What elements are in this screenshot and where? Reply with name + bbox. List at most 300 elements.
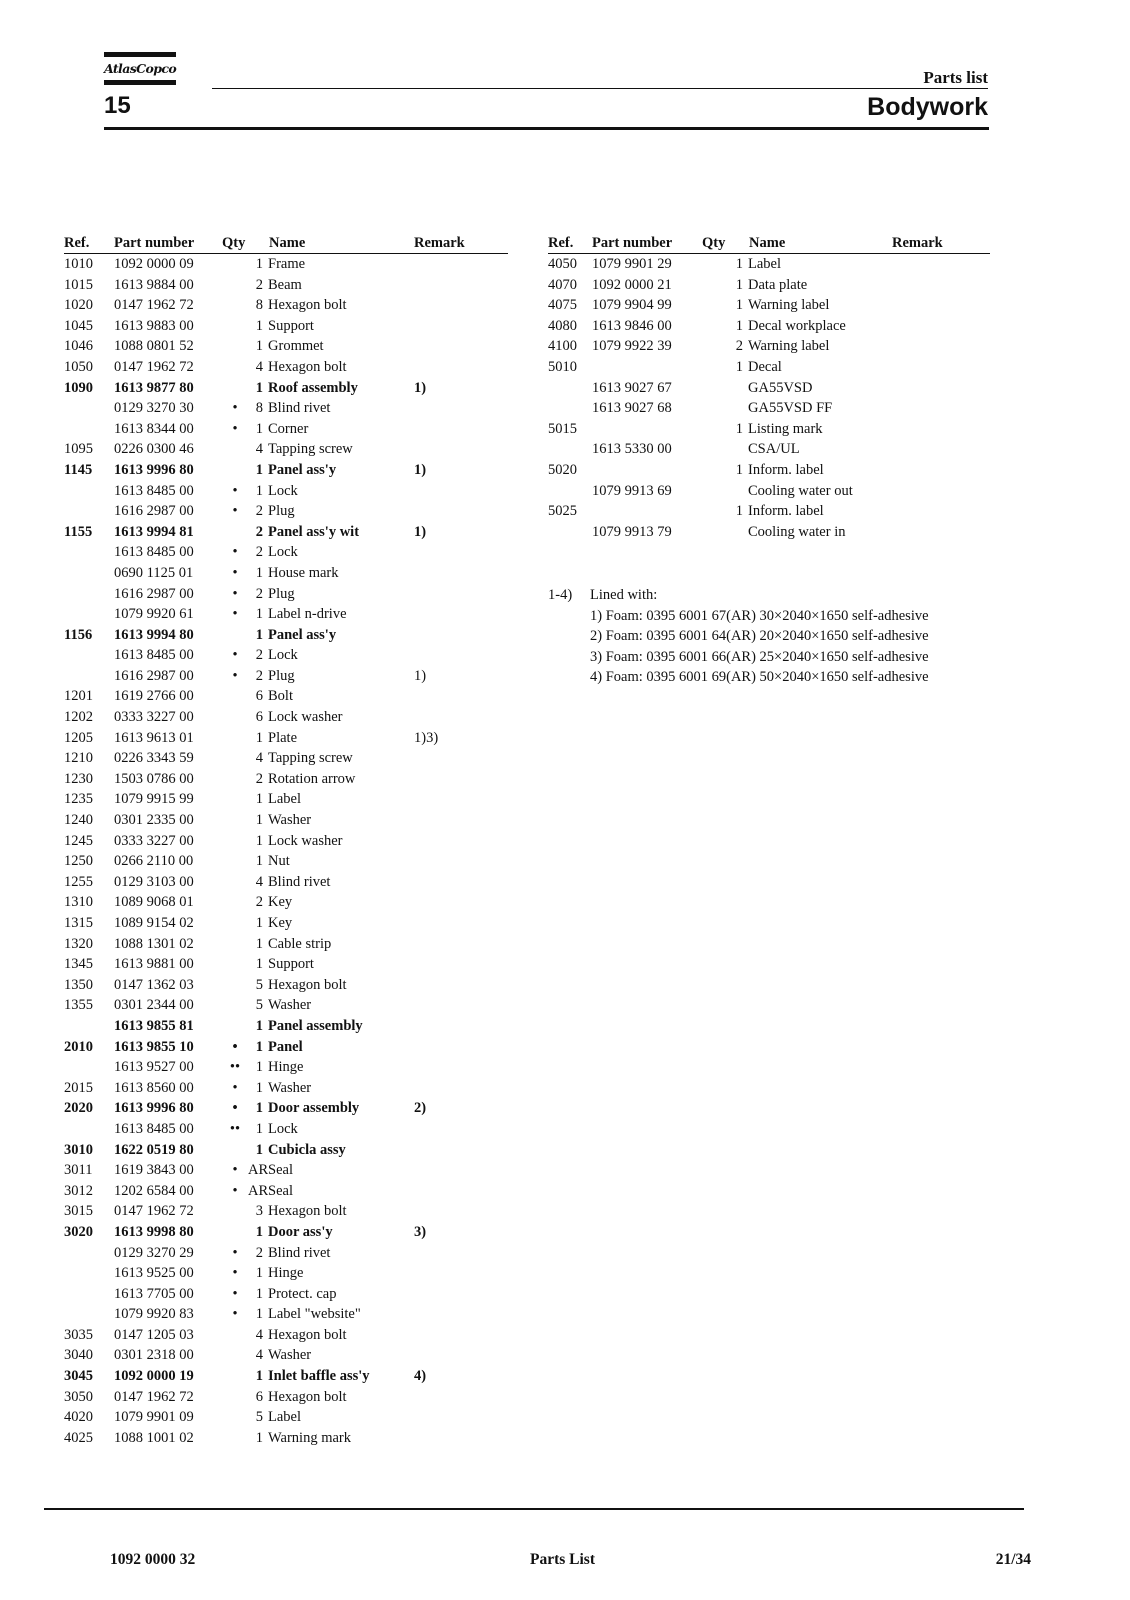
- cell-part-number: 1613 9525 00: [114, 1265, 194, 1282]
- page-title: Bodywork: [867, 93, 988, 121]
- cell-part-number: 0147 1962 72: [114, 1388, 194, 1405]
- cell-ref: [64, 1016, 114, 1037]
- cell-name: Label: [268, 791, 302, 808]
- cell-name: Hinge: [268, 1059, 304, 1076]
- cell-name: Beam: [268, 276, 302, 293]
- cell-remark: [414, 851, 508, 872]
- cell-name: Seal: [268, 1182, 293, 1199]
- cell-remark: [892, 501, 990, 522]
- cell-name: Panel ass'y: [268, 626, 337, 643]
- cell-part-number: 0266 2110 00: [114, 853, 194, 870]
- cell-remark: [414, 604, 508, 625]
- cell-ref: 4100: [548, 338, 577, 355]
- cell-ref: 5020: [548, 461, 577, 478]
- cell-name: Inform. label: [748, 461, 824, 478]
- table-row: [64, 316, 508, 337]
- cell-ref: 4050: [548, 256, 577, 272]
- cell-qty: 2: [255, 1244, 264, 1261]
- cell-indent-marker: ••: [229, 1059, 241, 1076]
- table-row: [548, 460, 990, 481]
- table-row: [64, 851, 508, 872]
- cell-remark: [414, 1407, 508, 1428]
- cell-part-number: 1613 8485 00: [114, 482, 194, 499]
- footnote-line: 4) Foam: 0395 6001 69(AR) 50×2040×1650 self-adhesive: [590, 669, 929, 686]
- cell-remark: [414, 357, 508, 378]
- col-ref-header: Ref.: [548, 233, 592, 254]
- table-row: [64, 1016, 508, 1037]
- table-row: [64, 398, 508, 419]
- cell-name: Hexagon bolt: [268, 297, 347, 314]
- cell-name: Label n-drive: [268, 606, 347, 623]
- cell-remark: [414, 789, 508, 810]
- cell-qty: 6: [255, 1388, 264, 1405]
- cell-indent-marker: •: [232, 1306, 238, 1323]
- table-row: [64, 1345, 508, 1366]
- cell-ref: 1201: [64, 688, 93, 705]
- table-row: [64, 1140, 508, 1161]
- cell-qty: 1: [735, 256, 744, 272]
- cell-part-number: 1613 9998 80: [114, 1223, 194, 1240]
- cell-ref: [64, 1243, 114, 1264]
- cell-remark: [414, 1078, 508, 1099]
- cell-remark: [414, 975, 508, 996]
- cell-qty: AR: [248, 1182, 269, 1199]
- table-row: [64, 831, 508, 852]
- cell-name: Washer: [268, 812, 312, 829]
- cell-part-number: 1613 8344 00: [114, 420, 194, 437]
- cell-remark: 1)3): [414, 729, 439, 746]
- cell-name: Cable strip: [268, 935, 332, 952]
- table-row: [64, 1263, 508, 1284]
- cell-remark: [414, 1160, 508, 1181]
- table-row: [64, 501, 508, 522]
- cell-name: Tapping screw: [268, 441, 353, 458]
- cell-part-number: 0301 2318 00: [114, 1347, 194, 1364]
- cell-ref: 1210: [64, 750, 93, 767]
- table-row: [64, 1366, 508, 1387]
- cell-ref: 1250: [64, 853, 93, 870]
- cell-indent-marker: [222, 1222, 248, 1243]
- cell-indent-marker: [702, 460, 728, 481]
- cell-indent-marker: [222, 1407, 248, 1428]
- cell-indent-marker: •: [232, 420, 238, 437]
- cell-remark: [414, 1325, 508, 1346]
- cell-ref: 3011: [64, 1162, 93, 1179]
- cell-ref: 4070: [548, 276, 577, 293]
- cell-indent-marker: [222, 1366, 248, 1387]
- cell-name: Key: [268, 915, 293, 931]
- cell-qty: 4: [255, 358, 264, 375]
- cell-ref: 1320: [64, 935, 93, 952]
- cell-qty: 1: [255, 956, 264, 973]
- cell-ref: 5015: [548, 420, 577, 437]
- cell-ref: 1155: [64, 523, 93, 540]
- cell-ref: 1046: [64, 338, 93, 355]
- cell-part-number: 1613 9994 80: [114, 626, 194, 643]
- cell-part-number: 1613 9855 81: [114, 1017, 194, 1034]
- cell-remark: [892, 522, 990, 543]
- cell-qty: 1: [735, 358, 744, 375]
- table-row: [64, 913, 508, 934]
- cell-remark: [414, 1016, 508, 1037]
- cell-ref: 1315: [64, 915, 93, 931]
- cell-ref: [64, 1284, 114, 1305]
- cell-qty: 1: [735, 461, 744, 478]
- cell-part-number: 0147 1962 72: [114, 358, 194, 375]
- table-row: [548, 336, 990, 357]
- cell-part-number: 0147 1962 72: [114, 1203, 194, 1220]
- cell-remark: [414, 316, 508, 337]
- table-row: [548, 481, 990, 502]
- cell-ref: 3040: [64, 1347, 93, 1364]
- cell-indent-marker: [222, 625, 248, 646]
- table-row: [64, 1201, 508, 1222]
- cell-ref: 1355: [64, 997, 93, 1014]
- cell-remark: [414, 1428, 508, 1449]
- cell-part-number: 1079 9920 61: [114, 606, 194, 623]
- cell-qty: [728, 378, 748, 399]
- cell-qty: 1: [255, 1141, 264, 1158]
- cell-remark: [892, 254, 990, 275]
- cell-qty: 1: [255, 935, 264, 952]
- cell-qty: 1: [255, 791, 264, 808]
- table-row: [64, 789, 508, 810]
- cell-ref: 2010: [64, 1038, 93, 1055]
- cell-name: Blind rivet: [268, 873, 331, 890]
- cell-part-number: 0147 1362 03: [114, 976, 194, 993]
- cell-remark: [892, 275, 990, 296]
- table-row: [64, 254, 508, 275]
- cell-name: Hexagon bolt: [268, 1388, 347, 1405]
- parts-table-left: [64, 233, 508, 1448]
- footer-divider: [44, 1508, 1024, 1510]
- cell-qty: 2: [255, 894, 264, 911]
- cell-ref: [64, 481, 114, 502]
- cell-remark: [892, 295, 990, 316]
- cell-part-number: 0226 0300 46: [114, 441, 194, 458]
- cell-remark: [892, 357, 990, 378]
- cell-name: Panel ass'y: [268, 461, 337, 478]
- cell-indent-marker: ••: [229, 1120, 241, 1137]
- table-row: [64, 1407, 508, 1428]
- cell-remark: [414, 831, 508, 852]
- cell-name: Support: [268, 317, 314, 334]
- table-row: [64, 542, 508, 563]
- cell-name: Plug: [268, 667, 295, 684]
- cell-ref: 3010: [64, 1141, 93, 1158]
- cell-indent-marker: [222, 254, 248, 275]
- cell-indent-marker: [702, 481, 728, 502]
- cell-indent-marker: •: [232, 544, 238, 561]
- cell-indent-marker: [222, 934, 248, 955]
- cell-indent-marker: [222, 748, 248, 769]
- atlas-copco-logo: [104, 52, 176, 88]
- table-row: [64, 707, 508, 728]
- cell-name: Tapping screw: [268, 750, 353, 767]
- cell-remark: [414, 542, 508, 563]
- cell-part-number: 0147 1962 72: [114, 297, 194, 314]
- cell-part-number: 1613 9884 00: [114, 276, 194, 293]
- cell-remark: [414, 934, 508, 955]
- cell-remark: [892, 419, 990, 440]
- cell-ref: 2020: [64, 1100, 93, 1117]
- cell-indent-marker: [222, 810, 248, 831]
- table-row: [548, 501, 990, 522]
- section-number: 15: [104, 92, 131, 119]
- cell-part-number: 1616 2987 00: [114, 667, 194, 684]
- cell-part-number: 1613 5330 00: [592, 441, 672, 458]
- cell-qty: [728, 522, 748, 543]
- header-label: Parts list: [923, 68, 988, 87]
- cell-remark: [414, 1345, 508, 1366]
- cell-qty: 1: [255, 1017, 264, 1034]
- cell-indent-marker: [702, 439, 728, 460]
- col-name-header: Name: [268, 233, 414, 254]
- cell-remark: [414, 707, 508, 728]
- cell-indent-marker: [222, 995, 248, 1016]
- cell-qty: 2: [255, 544, 264, 561]
- cell-indent-marker: •: [232, 1182, 238, 1199]
- cell-qty: 4: [255, 750, 264, 767]
- cell-name: Plug: [268, 503, 295, 520]
- cell-indent-marker: [222, 892, 248, 913]
- cell-part-number: 1613 9613 01: [114, 729, 194, 746]
- cell-part-number: 1089 9068 01: [114, 894, 194, 911]
- cell-qty: 1: [255, 1100, 264, 1117]
- cell-indent-marker: [702, 316, 728, 337]
- cell-ref: 1310: [64, 894, 93, 911]
- cell-remark: 1): [414, 523, 427, 540]
- cell-ref: [64, 563, 114, 584]
- cell-name: Support: [268, 956, 314, 973]
- cell-qty: 8: [255, 400, 264, 417]
- cell-indent-marker: [222, 851, 248, 872]
- cell-indent-marker: •: [232, 1038, 238, 1055]
- cell-ref: [64, 1119, 114, 1140]
- cell-qty: 1: [255, 1429, 264, 1446]
- cell-part-number: 0129 3270 30: [114, 400, 194, 417]
- table-row: [548, 357, 990, 378]
- cell-part-number: 0333 3227 00: [114, 709, 194, 726]
- cell-ref: 1240: [64, 812, 93, 829]
- cell-qty: 1: [255, 461, 264, 478]
- table-row: [64, 1243, 508, 1264]
- table-row: [548, 275, 990, 296]
- cell-name: Frame: [268, 256, 306, 272]
- parts-table-left-body: [64, 254, 508, 1449]
- cell-name: Washer: [268, 997, 312, 1014]
- cell-qty: 1: [255, 564, 264, 581]
- cell-ref: 1050: [64, 358, 93, 375]
- cell-ref: [64, 584, 114, 605]
- cell-qty: 6: [255, 688, 264, 705]
- table-row: [64, 522, 508, 543]
- cell-remark: [414, 872, 508, 893]
- cell-name: Hinge: [268, 1265, 304, 1282]
- cell-part-number: 1622 0519 80: [114, 1141, 194, 1158]
- table-row: [64, 728, 508, 749]
- footer-page-number: 21/34: [995, 1551, 1031, 1568]
- table-row: [64, 1325, 508, 1346]
- col-ref-header: Ref.: [64, 233, 114, 254]
- cell-remark: [414, 295, 508, 316]
- table-row: [548, 398, 990, 419]
- cell-ref: 1015: [64, 276, 93, 293]
- cell-indent-marker: •: [232, 1244, 238, 1261]
- table-row: [64, 1284, 508, 1305]
- cell-part-number: [592, 419, 702, 440]
- cell-remark: [414, 439, 508, 460]
- cell-name: Lock: [268, 544, 298, 561]
- cell-part-number: 1079 9922 39: [592, 338, 672, 355]
- col-name-header: Name: [748, 233, 892, 254]
- cell-indent-marker: [222, 357, 248, 378]
- table-row: [548, 522, 990, 543]
- table-row: [548, 295, 990, 316]
- table-row: [64, 975, 508, 996]
- cell-ref: [64, 666, 114, 687]
- cell-ref: 1045: [64, 317, 93, 334]
- table-row: [64, 1222, 508, 1243]
- table-row: [64, 584, 508, 605]
- table-row: [64, 563, 508, 584]
- cell-remark: [414, 769, 508, 790]
- cell-name: Warning mark: [268, 1429, 352, 1446]
- cell-remark: [414, 625, 508, 646]
- header-divider-thin: [212, 88, 988, 89]
- cell-indent-marker: [222, 460, 248, 481]
- cell-ref: 1235: [64, 791, 93, 808]
- col-remark-header: Remark: [892, 233, 990, 254]
- table-row: [548, 316, 990, 337]
- cell-qty: 2: [255, 770, 264, 787]
- cell-ref: 1345: [64, 956, 93, 973]
- cell-ref: [64, 501, 114, 522]
- cell-ref: 1095: [64, 441, 93, 458]
- cell-ref: 3015: [64, 1203, 93, 1220]
- cell-qty: 1: [255, 1059, 264, 1076]
- cell-part-number: 1613 9996 80: [114, 1100, 194, 1117]
- cell-part-number: 1613 8485 00: [114, 544, 194, 561]
- cell-qty: [728, 398, 748, 419]
- table-row: [64, 748, 508, 769]
- cell-part-number: 1613 9027 68: [592, 400, 672, 417]
- cell-ref: 1020: [64, 297, 93, 314]
- cell-indent-marker: •: [232, 1079, 238, 1096]
- cell-indent-marker: [222, 707, 248, 728]
- cell-remark: [892, 316, 990, 337]
- cell-remark: [414, 1387, 508, 1408]
- cell-remark: [414, 501, 508, 522]
- table-row: [548, 378, 990, 399]
- table-header-row: [64, 233, 508, 254]
- table-row: [548, 419, 990, 440]
- cell-indent-marker: •: [232, 1100, 238, 1117]
- col-qty-header: Qty: [702, 233, 748, 254]
- cell-name: Lock: [268, 647, 298, 664]
- cell-indent-marker: [702, 254, 728, 275]
- cell-indent-marker: [222, 336, 248, 357]
- cell-qty: 2: [255, 585, 264, 602]
- cell-name: Roof assembly: [268, 379, 358, 396]
- cell-qty: 4: [255, 1347, 264, 1364]
- cell-name: Blind rivet: [268, 400, 331, 417]
- table-row: [64, 1098, 508, 1119]
- table-row: [64, 645, 508, 666]
- cell-indent-marker: [222, 831, 248, 852]
- cell-qty: 1: [255, 729, 264, 746]
- table-row: [64, 419, 508, 440]
- cell-name: Washer: [268, 1347, 312, 1364]
- cell-indent-marker: [702, 522, 728, 543]
- table-row: [64, 604, 508, 625]
- cell-qty: 4: [255, 873, 264, 890]
- cell-qty: AR: [248, 1162, 269, 1179]
- cell-remark: [414, 892, 508, 913]
- cell-qty: 1: [255, 1120, 264, 1137]
- cell-ref: 1205: [64, 729, 93, 746]
- col-part-number-header: Part number: [114, 233, 222, 254]
- cell-remark: 1): [414, 461, 427, 478]
- cell-indent-marker: •: [232, 1285, 238, 1302]
- table-row: [548, 439, 990, 460]
- cell-qty: 8: [255, 297, 264, 314]
- table-row: [64, 686, 508, 707]
- table-row: [64, 666, 508, 687]
- cell-name: Panel assembly: [268, 1017, 363, 1034]
- table-row: [64, 1304, 508, 1325]
- cell-ref: [548, 522, 592, 543]
- cell-qty: 1: [735, 317, 744, 334]
- table-row: [64, 934, 508, 955]
- footnote-line: 1) Foam: 0395 6001 67(AR) 30×2040×1650 self-adhesive: [590, 607, 929, 624]
- cell-remark: [414, 913, 508, 934]
- cell-part-number: 1613 9881 00: [114, 956, 194, 973]
- cell-name: Plug: [268, 585, 295, 602]
- cell-remark: [414, 1201, 508, 1222]
- cell-ref: [64, 1263, 114, 1284]
- cell-qty: 1: [735, 276, 744, 293]
- cell-name: House mark: [268, 564, 339, 581]
- cell-remark: [414, 954, 508, 975]
- cell-name: GA55VSD: [748, 379, 813, 396]
- cell-name: Inform. label: [748, 503, 824, 520]
- footer-doc-number: 1092 0000 32: [110, 1551, 196, 1568]
- cell-qty: 6: [255, 709, 264, 726]
- table-row: [64, 460, 508, 481]
- cell-indent-marker: [702, 336, 728, 357]
- footnote-body: [590, 585, 1010, 688]
- cell-name: Seal: [268, 1162, 293, 1179]
- footnote-line: 2) Foam: 0395 6001 64(AR) 20×2040×1650 self-adhesive: [590, 628, 929, 645]
- cell-qty: 1: [255, 853, 264, 870]
- table-header-row: [548, 233, 990, 254]
- cell-part-number: 1503 0786 00: [114, 770, 194, 787]
- cell-part-number: 1613 8560 00: [114, 1079, 194, 1096]
- cell-qty: 5: [255, 976, 264, 993]
- cell-name: Corner: [268, 420, 309, 437]
- cell-name: Key: [268, 894, 293, 911]
- cell-qty: 3: [255, 1203, 264, 1220]
- cell-qty: 1: [255, 1038, 264, 1055]
- table-row: [64, 378, 508, 399]
- table-row: [64, 1428, 508, 1449]
- cell-qty: 1: [735, 297, 744, 314]
- cell-part-number: 1088 1001 02: [114, 1429, 194, 1446]
- cell-name: Decal workplace: [748, 317, 846, 334]
- cell-ref: 4075: [548, 297, 577, 314]
- cell-indent-marker: [222, 522, 248, 543]
